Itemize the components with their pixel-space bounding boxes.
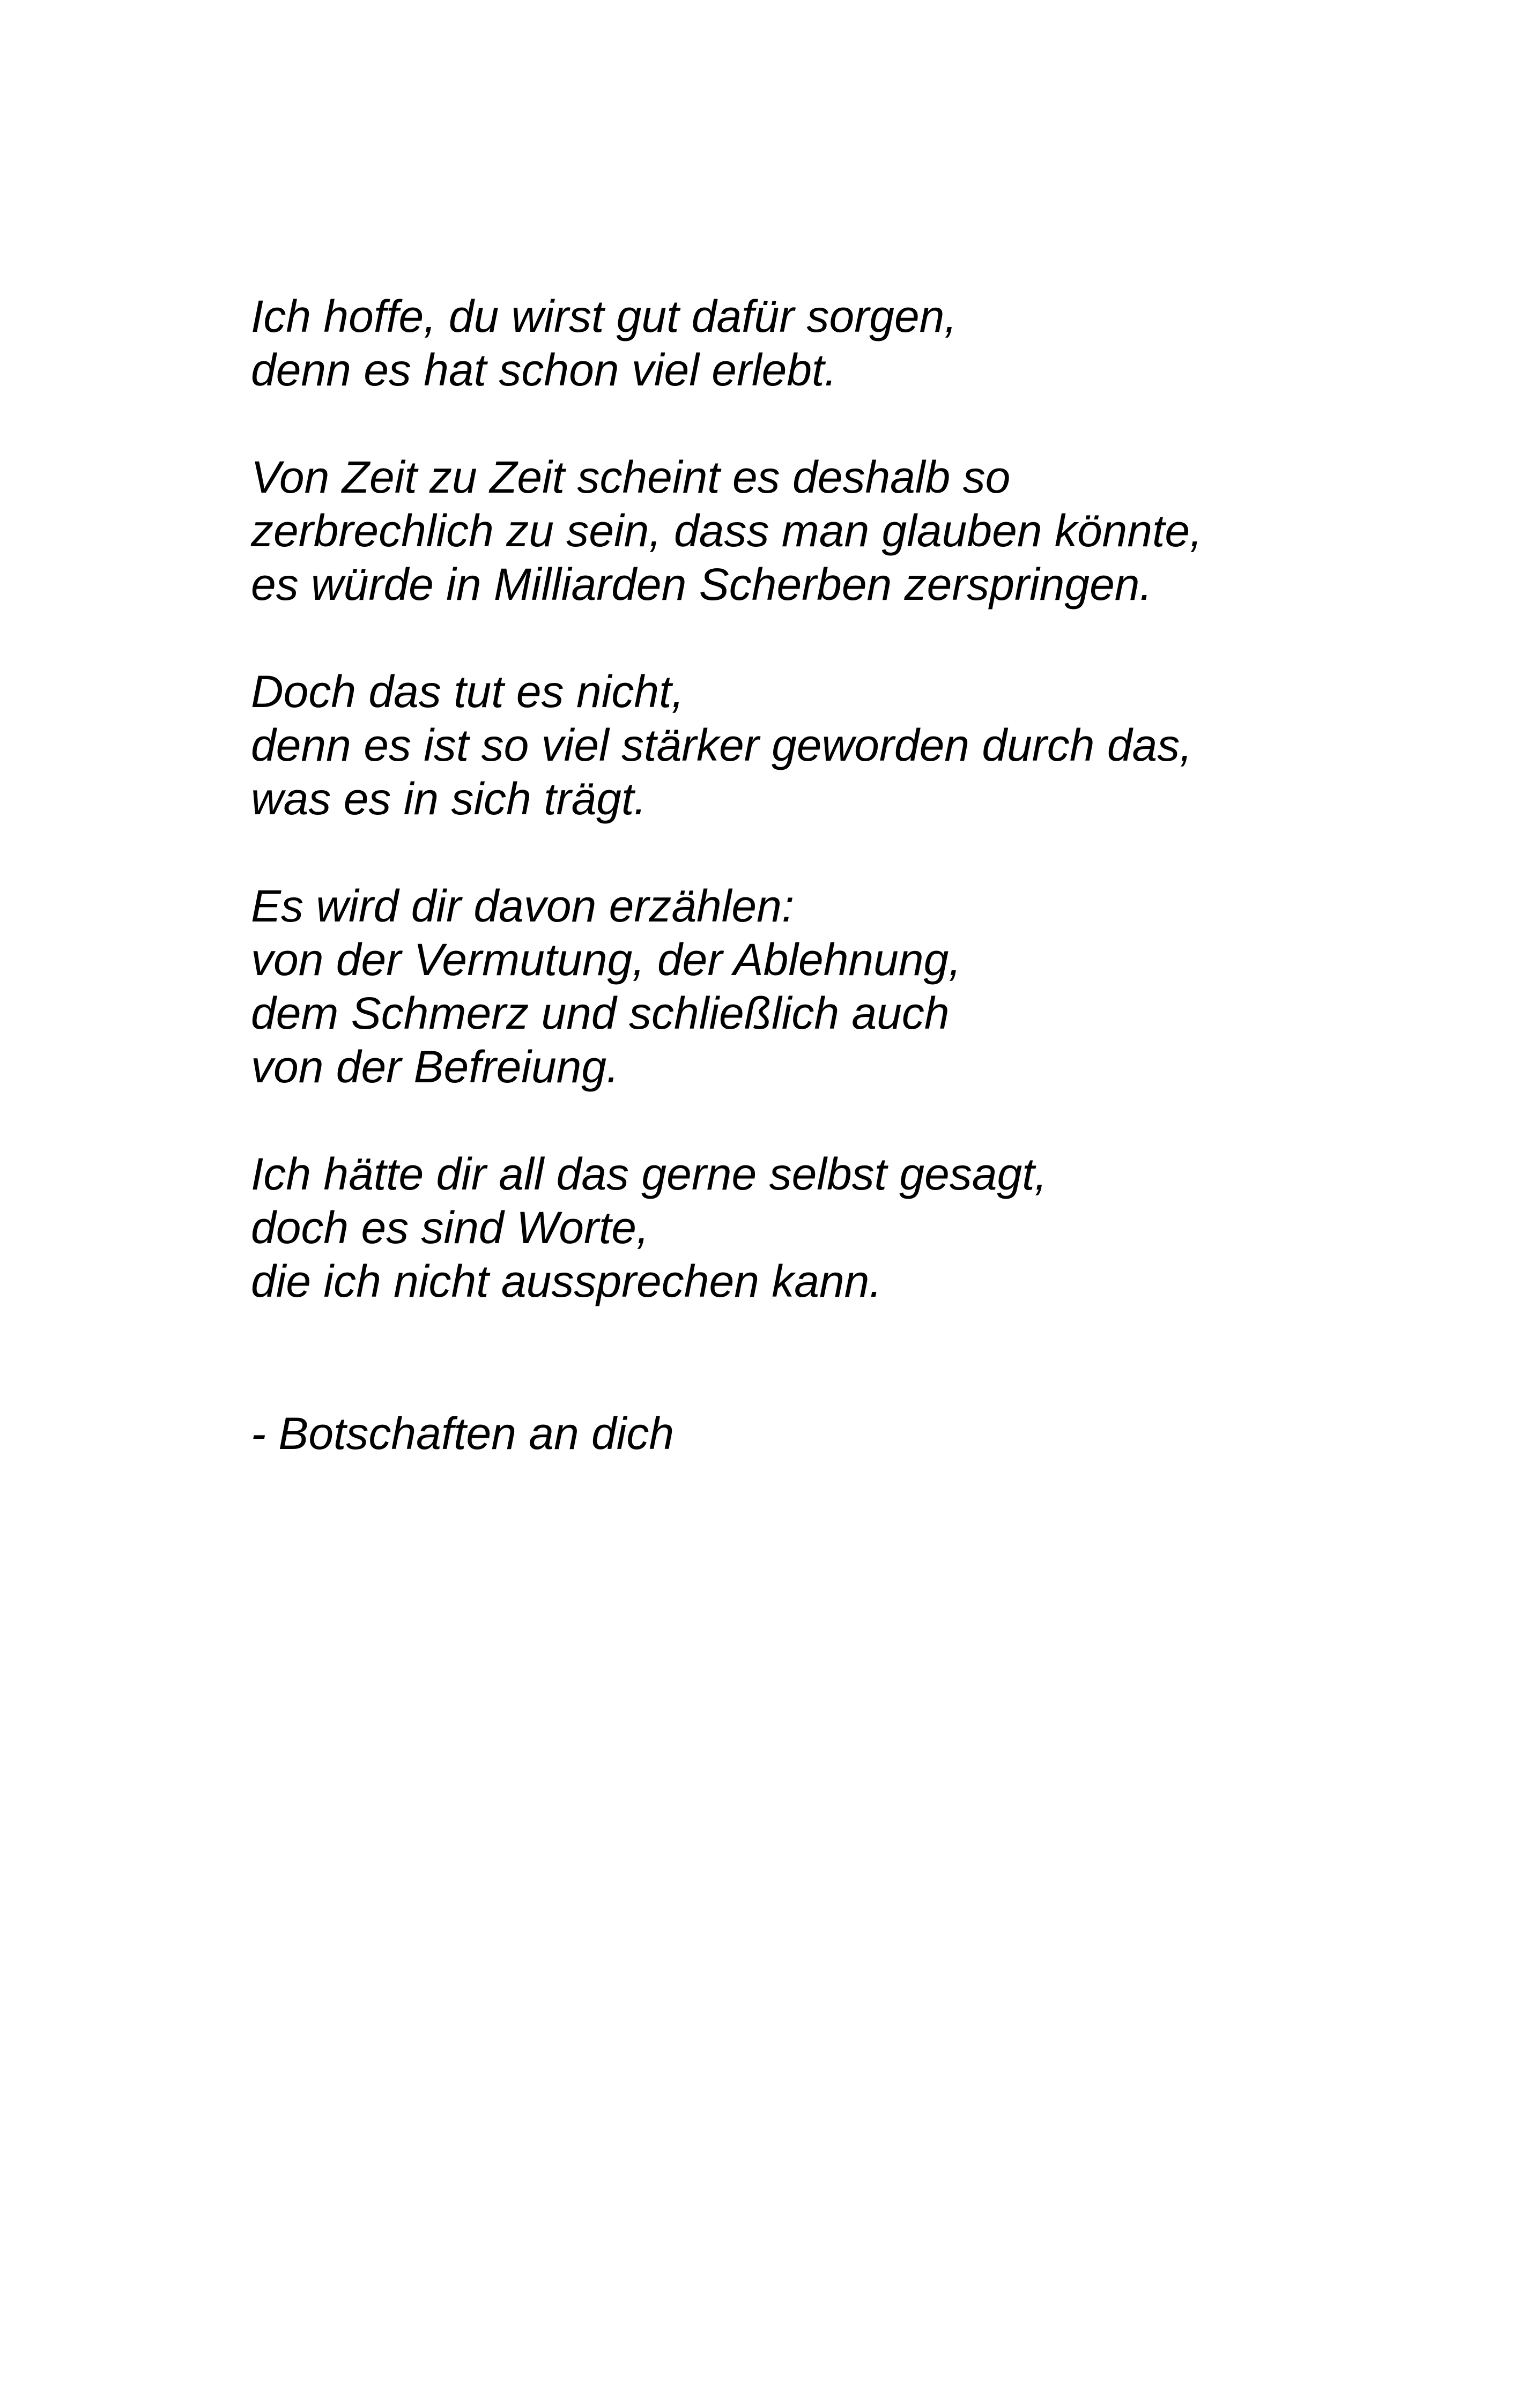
stanza-1 — [251, 289, 1431, 397]
poem-line: dem Schmerz und schließlich auch — [251, 988, 950, 1038]
signature: - Botschaften an dich — [251, 1408, 675, 1459]
poem-line: von der Befreiung. — [251, 1042, 619, 1092]
poem-line: die ich nicht aussprechen kann. — [251, 1256, 882, 1306]
poem-line: doch es sind Worte, — [251, 1202, 649, 1253]
poem-line: von der Vermutung, der Ablehnung, — [251, 934, 961, 985]
stanza-5 — [251, 1147, 1431, 1308]
poem-body — [251, 289, 1431, 1308]
poem-line: zerbrechlich zu sein, dass man glauben könnte, — [251, 506, 1203, 556]
stanza-4 — [251, 879, 1431, 1094]
poem-line: es würde in Milliarden Scherben zerspringen. — [251, 559, 1152, 610]
poem-line: denn es ist so viel stärker geworden durch das, — [251, 720, 1192, 770]
stanza-3 — [251, 665, 1431, 826]
poem-line: Es wird dir davon erzählen: — [251, 881, 795, 931]
poem-line: denn es hat schon viel erlebt. — [251, 345, 837, 395]
poem-line: Doch das tut es nicht, — [251, 666, 684, 717]
poem-line: Ich hätte dir all das gerne selbst gesagt, — [251, 1149, 1047, 1199]
poem-line: was es in sich trägt. — [251, 774, 647, 824]
poem-line: Von Zeit zu Zeit scheint es deshalb so — [251, 452, 1011, 502]
poem-line: Ich hoffe, du wirst gut dafür sorgen, — [251, 291, 957, 341]
stanza-2 — [251, 450, 1431, 611]
